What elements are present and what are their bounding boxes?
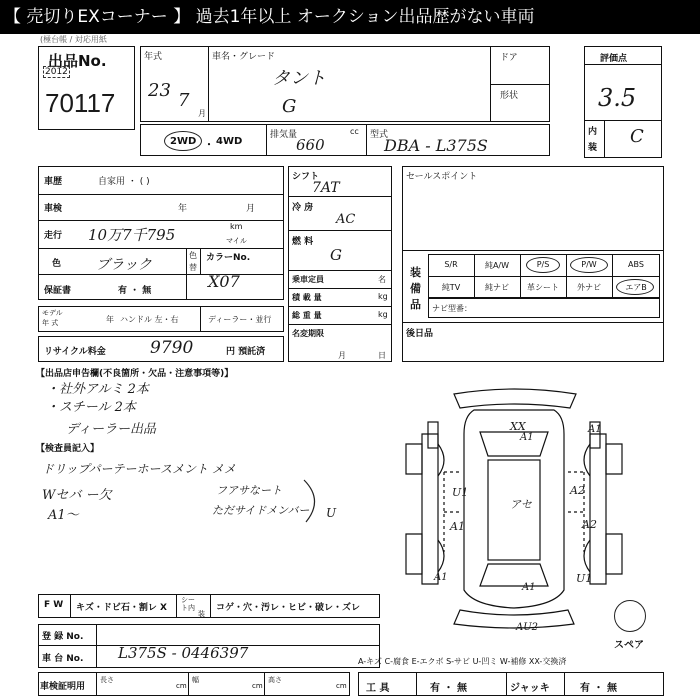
length-unit: cm <box>176 682 187 690</box>
equip-tv: 純TV <box>441 283 461 292</box>
jack-options: 有 ・ 無 <box>580 683 617 694</box>
diagram-label-8: A2 <box>582 518 597 531</box>
aftermarket-label: 後日品 <box>406 329 434 339</box>
interior-label-1: 内 <box>588 127 598 137</box>
lot-label: 出品No. <box>48 52 107 70</box>
warranty-label: 保証書 <box>44 286 72 296</box>
month-unit: 月 <box>198 109 206 118</box>
displacement-unit: cc <box>350 127 359 136</box>
notes-line-2: ・スチール 2本 <box>46 400 136 415</box>
model-year-unit: 年 <box>106 315 114 324</box>
inspector-line-1: ドリップパーテーホースメント メメ <box>42 462 236 476</box>
capacity-label: 乗車定員 <box>292 275 324 284</box>
displacement-label: 排気量 <box>270 130 298 140</box>
inspection-year-unit: 年 <box>178 204 188 214</box>
year-label: 年式 <box>144 52 163 62</box>
inspector-bracket <box>300 478 330 524</box>
equip-ext-navi: 外ナビ <box>577 283 601 292</box>
navi-label: ナビ型番： <box>432 304 472 313</box>
car-name: タント <box>272 68 326 89</box>
fw-items: キズ・ドビ石・割レ X <box>76 603 167 613</box>
colorno-value: X07 <box>208 272 240 291</box>
color-change-1: 色 <box>189 251 197 260</box>
drive-4wd: 4WD <box>216 136 243 147</box>
colorno-label: カラーNo. <box>206 253 251 263</box>
equip-abs: ABS <box>628 260 644 269</box>
interior-value: C <box>630 126 644 147</box>
equip-leather: 革シート <box>527 283 559 292</box>
tools-options: 有 ・ 無 <box>430 683 467 694</box>
grade-value: G <box>282 96 297 117</box>
model-value: DBA - L375S <box>384 136 488 155</box>
cert-label: 車検証明用 <box>40 682 86 692</box>
width-unit: cm <box>252 682 263 690</box>
inspection-label: 車検 <box>44 204 63 214</box>
notes-line-1: ・社外アルミ 2本 <box>46 382 149 397</box>
weight-unit: kg <box>378 310 388 319</box>
interior-label-2: 装 <box>588 143 598 153</box>
diagram-label-12: AU2 <box>516 622 539 633</box>
equip-pw: P/W <box>581 260 597 269</box>
seat-label-1: シー <box>181 596 195 604</box>
color-value: ブラック <box>96 257 152 273</box>
inspector-label: 【検査員記入】 <box>36 444 100 454</box>
shift-value: 7AT <box>312 180 340 196</box>
drive-separator: ・ <box>204 140 214 151</box>
shape-label: 形状 <box>500 91 519 101</box>
fuel-label: 燃 料 <box>292 237 314 247</box>
dealer-label: ディーラー・並行 <box>208 315 272 324</box>
name-change-label: 名変期限 <box>292 329 324 338</box>
diagram-label-5: アセ <box>510 498 532 511</box>
sales-points-label: セールスポイント <box>406 172 478 182</box>
month-value: 7 <box>178 90 190 111</box>
diagram-label-10: A1 <box>434 572 448 583</box>
load-unit: kg <box>378 292 388 301</box>
ac-label: 冷 房 <box>292 203 314 213</box>
chassis-value: L375S - 0446397 <box>118 644 249 662</box>
lot-number: 70117 <box>45 88 116 118</box>
legend: A-キズ C-腐食 E-エクボ S-サビ U-凹ミ W-補修 XX-交換済 <box>358 657 567 666</box>
equip-airbag: エアB <box>625 283 647 292</box>
diagram-label-1: XX <box>510 420 526 433</box>
door-label: ドア <box>500 53 518 63</box>
recycle-label: リサイクル料金 <box>44 347 106 357</box>
notes-line-3: ディーラー出品 <box>66 422 156 437</box>
handle-label: ハンドル 左・右 <box>120 315 179 324</box>
length-label: 長さ <box>100 676 114 684</box>
fw-label: F W <box>44 600 64 610</box>
width-label: 幅 <box>192 676 199 684</box>
equip-label-2: 備 <box>410 282 421 295</box>
notes-label: 【出品店申告欄(不良箇所・欠品・注意事項等)】 <box>36 369 234 379</box>
ac-value: AC <box>336 212 356 227</box>
load-label: 積 載 量 <box>292 293 322 302</box>
mileage-value: 10万7千795 <box>88 226 176 244</box>
mileage-label: 走行 <box>44 231 63 241</box>
inspector-side-mark: U <box>326 506 337 520</box>
km-label: km <box>230 222 243 231</box>
name-change-day: 日 <box>378 351 386 360</box>
recycle-unit: 円 預託済 <box>226 347 266 357</box>
model-year-1: モデル <box>42 309 63 317</box>
inspector-line-2: Wセバ ー欠 <box>42 488 112 503</box>
inspection-month-unit: 月 <box>246 204 256 214</box>
name-change-month: 月 <box>338 351 346 360</box>
seat-label-3: 装 <box>198 610 205 618</box>
seat-items: コゲ・穴・汚レ・ヒビ・破レ・ズレ <box>216 603 361 613</box>
model-year-2: 年 式 <box>42 319 59 327</box>
spare-circle <box>614 600 646 632</box>
equip-sunroof: S/R <box>444 260 458 269</box>
color-change-2: 替 <box>189 263 197 272</box>
inspector-side-line-2: ただサイドメンバー <box>212 504 310 517</box>
score-label: 評価点 <box>600 54 628 64</box>
spare-label: スペア <box>614 640 644 651</box>
score-value: 3.5 <box>598 84 637 112</box>
fuel-value: G <box>330 246 342 264</box>
chassis-label: 車 台 No. <box>42 654 84 664</box>
history-options: 自家用 ・ ( ) <box>98 177 150 187</box>
recycle-value: 9790 <box>150 338 194 358</box>
height-unit: cm <box>336 682 347 690</box>
seat-label-2: ト内 <box>181 604 195 612</box>
inspector-line-3: A1〜 <box>48 508 79 523</box>
height-label: 高さ <box>268 676 282 684</box>
header-fragment: (極台帳 / 対応用紙 <box>40 35 107 44</box>
diagram-label-11: A1 <box>522 582 536 593</box>
year-value: 23 <box>148 80 171 101</box>
lot-year-code: 2012 <box>45 67 68 77</box>
displacement-value: 660 <box>296 136 325 154</box>
name-grade-label: 車名・グレード <box>212 52 276 62</box>
diagram-label-6: A2 <box>570 484 585 497</box>
diagram-label-2: A1 <box>520 432 534 443</box>
shift-label: シフト <box>292 172 320 182</box>
drive-2wd: 2WD <box>170 136 197 147</box>
equip-alloy: 純A/W <box>484 261 510 270</box>
equip-label-1: 装 <box>410 266 421 279</box>
tools-label: 工 具 <box>366 683 390 694</box>
warranty-options: 有 ・ 無 <box>118 286 152 296</box>
diagram-label-7: A1 <box>450 520 465 533</box>
equip-navi: 純ナビ <box>485 283 509 292</box>
inspector-side-line-1: フアサなート <box>216 484 282 497</box>
color-label: 色 <box>52 259 62 269</box>
banner-title: 【 売切りEXコーナー 】 過去1年以上 オークション出品歴がない車両 <box>0 0 700 34</box>
equip-label-3: 品 <box>410 298 421 311</box>
equip-ps: P/S <box>536 260 550 269</box>
diagram-label-3: A1 <box>588 424 602 435</box>
diagram-label-4: U1 <box>452 486 469 499</box>
capacity-unit: 名 <box>378 275 386 284</box>
weight-label: 総 重 量 <box>292 311 322 320</box>
mile-label: マイル <box>226 237 247 245</box>
diagram-label-9: U1 <box>576 572 593 585</box>
history-label: 車歴 <box>44 177 63 187</box>
reg-label: 登 録 No. <box>42 632 84 642</box>
model-label: 型式 <box>370 130 389 140</box>
jack-label: ジャッキ <box>510 683 550 694</box>
